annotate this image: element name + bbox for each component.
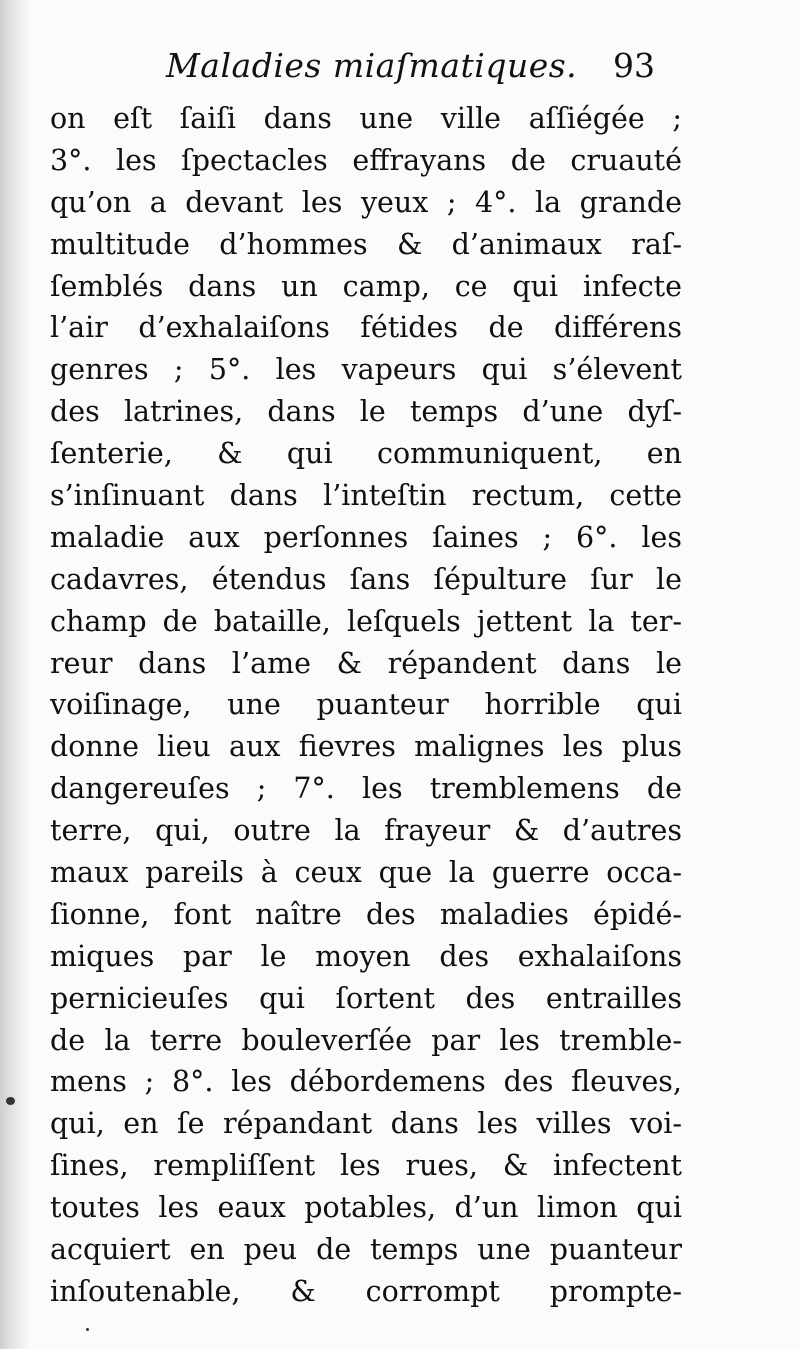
text-line: champ de bataille, leſquels jettent la ter- xyxy=(50,604,682,638)
text-line: s’inſinuant dans l’inteſtin rectum, cette xyxy=(50,479,682,513)
ink-speck xyxy=(86,1328,89,1331)
ink-speck xyxy=(6,1097,15,1105)
text-line: reur dans l’ame & répandent dans le xyxy=(50,646,682,680)
text-line: 3°. les ſpectacles effrayans de cruauté xyxy=(50,143,682,177)
text-line: maladie aux perſonnes ſaines ; 6°. les xyxy=(50,520,682,554)
text-line: qu’on a devant les yeux ; 4°. la grande xyxy=(50,185,682,219)
body-text xyxy=(50,98,682,1313)
text-line: ſemblés dans un camp, ce qui infecte xyxy=(50,269,682,303)
page-number: 93 xyxy=(613,46,655,85)
running-head xyxy=(28,44,800,94)
text-line: donne lieu aux fievres malignes les plus xyxy=(50,730,682,764)
text-line: pernicieuſes qui ſortent des entrailles xyxy=(50,981,682,1015)
text-line: acquiert en peu de temps une puanteur xyxy=(50,1233,682,1267)
text-line: ſenterie, & qui communiquent, en xyxy=(50,437,682,471)
text-line: genres ; 5°. les vapeurs qui s’élevent xyxy=(50,353,682,387)
text-line: voiſinage, une puanteur horrible qui xyxy=(50,688,682,722)
running-title: Maladies miaſmatiques. xyxy=(166,46,578,85)
text-line: maux pareils à ceux que la guerre occa- xyxy=(50,856,682,890)
text-line: ſines, rempliſſent les rues, & infectent xyxy=(50,1149,682,1183)
text-line: toutes les eaux potables, d’un limon qui xyxy=(50,1191,682,1225)
text-line: de la terre bouleverſée par les tremble- xyxy=(50,1023,682,1057)
text-line: on eſt ſaiſi dans une ville aſſiégée ; xyxy=(50,102,682,135)
text-line: terre, qui, outre la frayeur & d’autres xyxy=(50,814,682,848)
text-line: ſionne, font naître des maladies épidé- xyxy=(50,897,682,931)
text-line: inſoutenable, & corrompt prompte- xyxy=(50,1274,682,1308)
book-page xyxy=(28,0,800,1349)
text-line: mens ; 8°. les débordemens des fleuves, xyxy=(50,1065,682,1099)
scan-binding-edge xyxy=(0,0,28,1349)
text-line: dangereuſes ; 7°. les tremblemens de xyxy=(50,772,682,806)
text-line: l’air d’exhalaiſons fétides de différens xyxy=(50,311,682,345)
text-line: des latrines, dans le temps d’une dyſ- xyxy=(50,395,682,429)
text-line: miques par le moyen des exhalaiſons xyxy=(50,939,682,973)
text-line: cadavres, étendus ſans ſépulture ſur le xyxy=(50,562,682,596)
text-line: qui, en ſe répandant dans les villes voi- xyxy=(50,1107,682,1141)
text-line: multitude d’hommes & d’animaux raſ- xyxy=(50,227,682,261)
